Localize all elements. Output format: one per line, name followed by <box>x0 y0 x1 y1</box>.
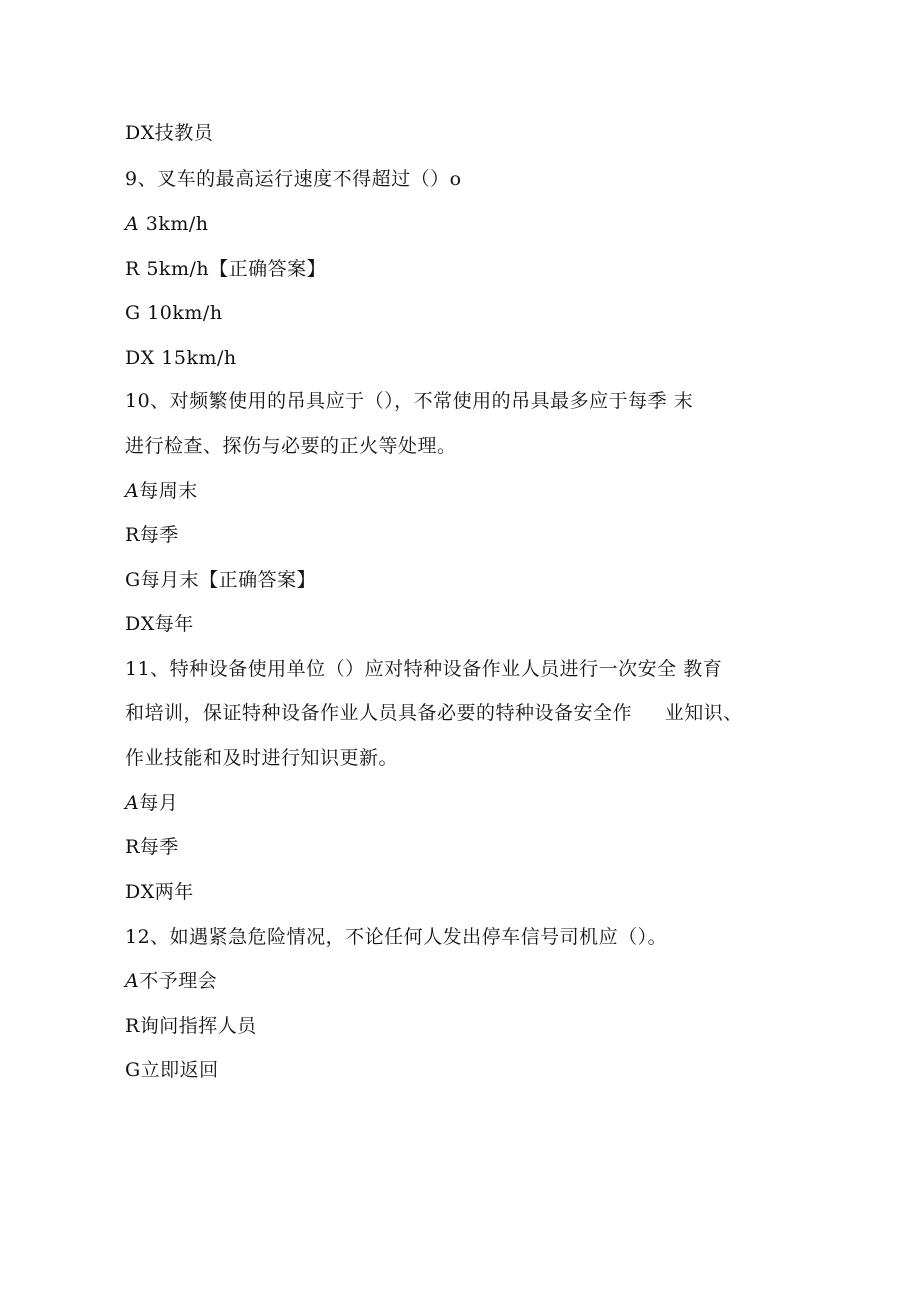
question-11: 11、特种设备使用单位（）应对特种设备作业人员进行一次安全 教育 <box>125 658 723 680</box>
option-line: G立即返回 <box>125 1059 219 1081</box>
question-9: 9、叉车的最高运行速度不得超过（）o <box>125 168 462 190</box>
question-10: 10、对频繁使用的吊具应于（），不常使用的吊具最多应于每季 末 <box>125 390 694 412</box>
option-line: R 5km/h【正确答案】 <box>125 258 327 280</box>
option-line: R每季 <box>125 524 179 546</box>
option-line: A每月 <box>125 792 179 814</box>
option-line: A 3km/h <box>125 213 209 235</box>
option-line: R每季 <box>125 836 179 858</box>
question-10-continued: 进行检查、探伤与必要的正火等处理。 <box>125 435 457 457</box>
question-11-continued: 作业技能和及时进行知识更新。 <box>125 747 399 769</box>
option-line: DX每年 <box>125 613 194 635</box>
question-11-continued: 和培训，保证特种设备作业人员具备必要的特种设备安全作 业知识、 <box>125 702 743 724</box>
option-line: R询问指挥人员 <box>125 1015 257 1037</box>
option-line: G 10km/h <box>125 302 223 324</box>
option-line: DX两年 <box>125 881 194 903</box>
option-line: G每月末【正确答案】 <box>125 569 317 591</box>
option-line: A不予理会 <box>125 970 218 992</box>
option-line: DX技教员 <box>125 122 214 144</box>
option-line: A每周末 <box>125 480 198 502</box>
question-12: 12、如遇紧急危险情况，不论任何人发出停车信号司机应（）。 <box>125 926 668 948</box>
option-line: DX 15km/h <box>125 347 237 369</box>
